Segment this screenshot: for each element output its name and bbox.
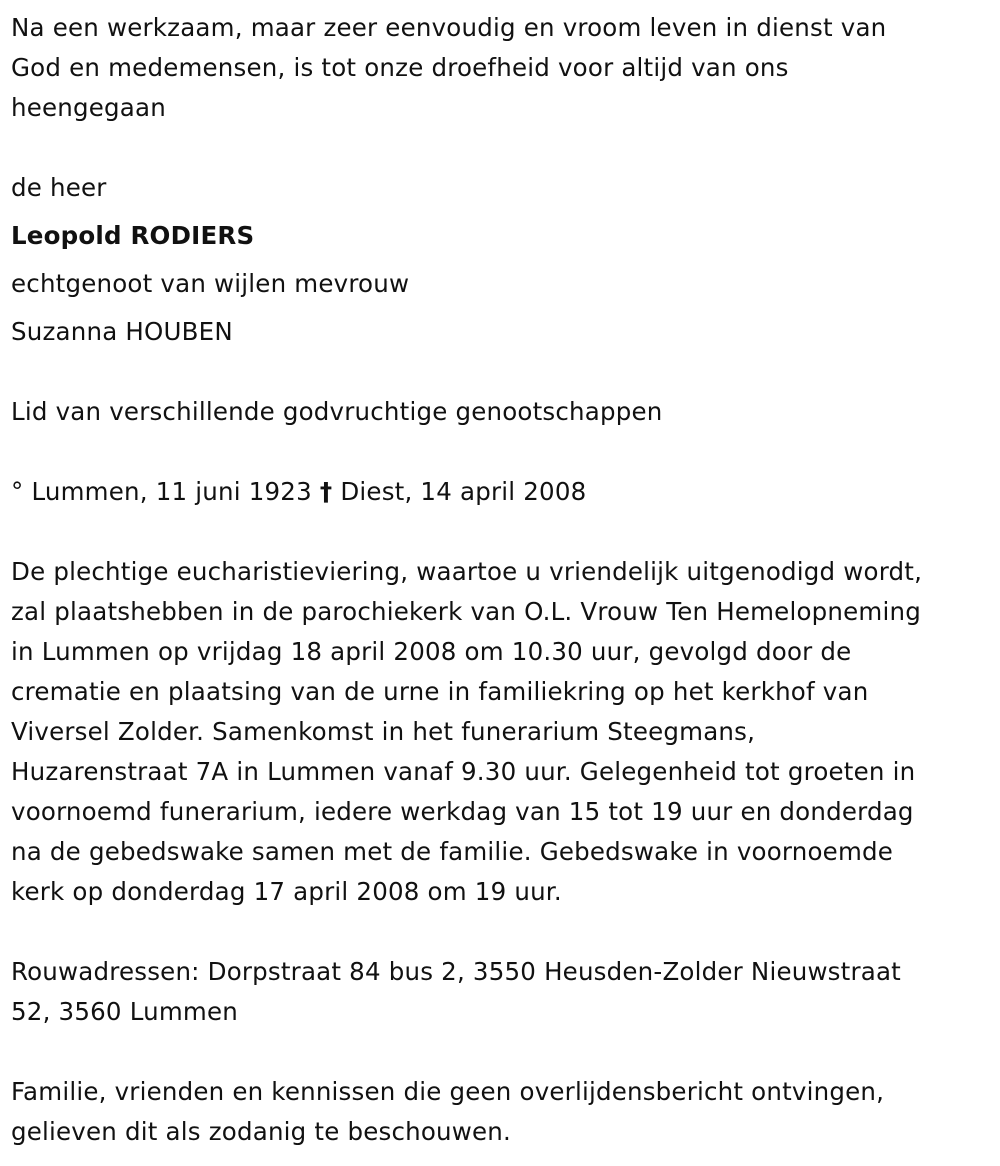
ceremony-line: voornoemd funerarium, iedere werkdag van 15 tot 19 uur en donderdag: [11, 797, 914, 826]
intro-paragraph: [11, 8, 996, 128]
closing-paragraph: [11, 1072, 996, 1152]
ceremony-line: na de gebedswake samen met de familie. Gebedswake in voornoemde: [11, 837, 894, 866]
ceremony-line: kerk op donderdag 17 april 2008 om 19 uur.: [11, 877, 562, 906]
cross-icon: †: [319, 477, 333, 506]
ceremony-line: in Lummen op vrijdag 18 april 2008 om 10.30 uur, gevolgd door de: [11, 637, 852, 666]
membership-text: Lid van verschillende godvruchtige genootschappen: [11, 397, 663, 426]
ceremony-line: Huzarenstraat 7A in Lummen vanaf 9.30 uur. Gelegenheid tot groeten in: [11, 757, 916, 786]
closing-line: Familie, vrienden en kennissen die geen overlijdensbericht ontvingen,: [11, 1077, 885, 1106]
addresses-paragraph: [11, 952, 996, 1032]
deceased-name: Leopold RODIERS: [11, 221, 255, 250]
birth-date: Lummen, 11 juni 1923: [31, 477, 312, 506]
ceremony-line: De plechtige eucharistieviering, waartoe u vriendelijk uitgenodigd wordt,: [11, 557, 923, 586]
life-dates: [11, 472, 996, 512]
intro-line: heengegaan: [11, 93, 166, 122]
spouse-intro: echtgenoot van wijlen mevrouw: [11, 269, 410, 298]
ceremony-line: crematie en plaatsing van de urne in familiekring op het kerkhof van: [11, 677, 869, 706]
addresses-line: Rouwadressen: Dorpstraat 84 bus 2, 3550 Heusden-Zolder Nieuwstraat: [11, 957, 901, 986]
ceremony-line: zal plaatshebben in de parochiekerk van O.L. Vrouw Ten Hemelopneming: [11, 597, 921, 626]
death-date: Diest, 14 april 2008: [340, 477, 587, 506]
ceremony-paragraph: [11, 552, 996, 912]
spouse-name: Suzanna HOUBEN: [11, 317, 233, 346]
birth-symbol: °: [11, 477, 24, 506]
closing-line: gelieven dit als zodanig te beschouwen.: [11, 1117, 512, 1146]
ceremony-line: Viversel Zolder. Samenkomst in het funerarium Steegmans,: [11, 717, 756, 746]
honorific: de heer: [11, 173, 107, 202]
obituary-document: [11, 8, 996, 1152]
intro-line: Na een werkzaam, maar zeer eenvoudig en vroom leven in dienst van: [11, 13, 887, 42]
intro-line: God en medemensen, is tot onze droefheid voor altijd van ons: [11, 53, 789, 82]
addresses-line: 52, 3560 Lummen: [11, 997, 238, 1026]
